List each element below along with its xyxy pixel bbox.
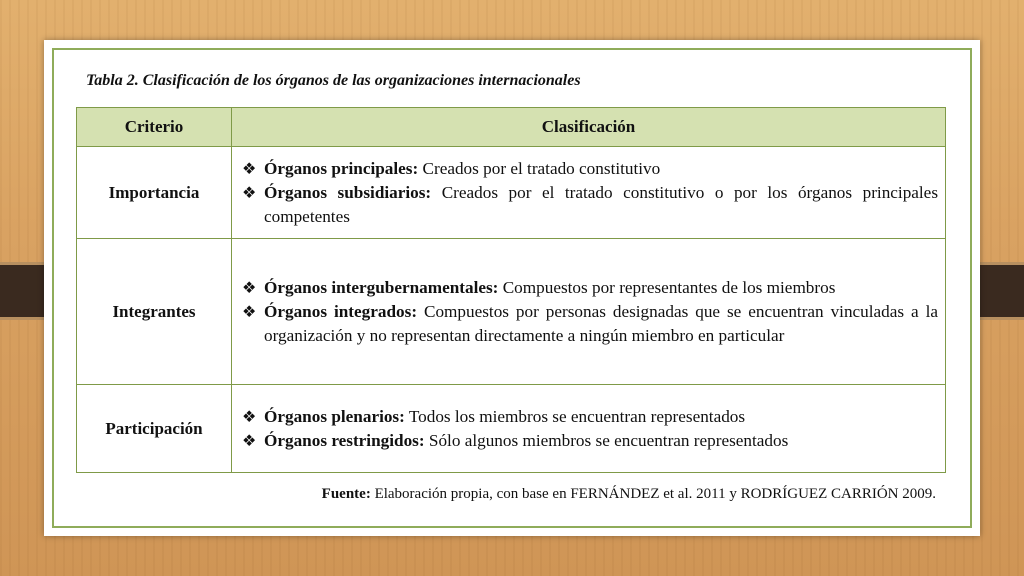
diamond-bullet-icon: ❖ <box>242 301 257 321</box>
diamond-bullet-icon: ❖ <box>242 406 257 426</box>
item-term: Órganos restringidos: <box>264 430 425 450</box>
classification-cell <box>232 239 946 385</box>
list-item <box>240 300 938 348</box>
source-label: Fuente: <box>321 486 371 502</box>
diamond-bullet-icon: ❖ <box>242 430 257 450</box>
item-term: Órganos principales: <box>264 158 419 178</box>
classification-cell <box>232 385 946 473</box>
item-term: Órganos plenarios: <box>264 406 405 426</box>
item-term: Órganos integrados: <box>264 301 418 321</box>
list-item <box>240 181 938 229</box>
table-row <box>77 239 946 385</box>
table-row <box>77 147 946 239</box>
slide <box>44 40 980 536</box>
item-desc: Creados por el tratado constitutivo o por los órganos principales competentes <box>264 182 939 226</box>
criterion-cell: Importancia <box>77 147 232 239</box>
item-desc: Todos los miembros se encuentran representados <box>404 406 746 426</box>
item-desc: Compuestos por representantes de los miembros <box>498 277 836 297</box>
header-clasificacion: Clasificación <box>232 108 946 147</box>
right-side-tab <box>980 262 1024 320</box>
classification-table <box>76 107 946 473</box>
item-term: Órganos intergubernamentales: <box>264 277 499 297</box>
header-row <box>77 108 946 147</box>
list-item <box>240 276 938 300</box>
criterion-cell: Integrantes <box>77 239 232 385</box>
diamond-bullet-icon: ❖ <box>242 158 257 178</box>
classification-cell <box>232 147 946 239</box>
source-text: Elaboración propia, con base en FERNÁNDEZ et al. 2011 y RODRÍGUEZ CARRIÓN 2009. <box>370 486 936 502</box>
item-desc: Compuestos por personas designadas que se encuentran vinculadas a la organización y no representan directamente a ningún miembro en particular <box>264 301 939 345</box>
list-item <box>240 405 938 429</box>
item-desc: Sólo algunos miembros se encuentran representados <box>424 430 789 450</box>
header-criterio: Criterio <box>77 108 232 147</box>
source-note <box>322 486 936 503</box>
table-row <box>77 385 946 473</box>
diamond-bullet-icon: ❖ <box>242 182 257 202</box>
criterion-cell: Participación <box>77 385 232 473</box>
list-item <box>240 157 938 181</box>
table-caption: Tabla 2. Clasificación de los órganos de las organizaciones internacionales <box>86 72 581 89</box>
item-term: Órganos subsidiarios: <box>264 182 432 202</box>
left-side-tab <box>0 262 44 320</box>
diamond-bullet-icon: ❖ <box>242 277 257 297</box>
list-item <box>240 429 938 453</box>
item-desc: Creados por el tratado constitutivo <box>418 158 661 178</box>
